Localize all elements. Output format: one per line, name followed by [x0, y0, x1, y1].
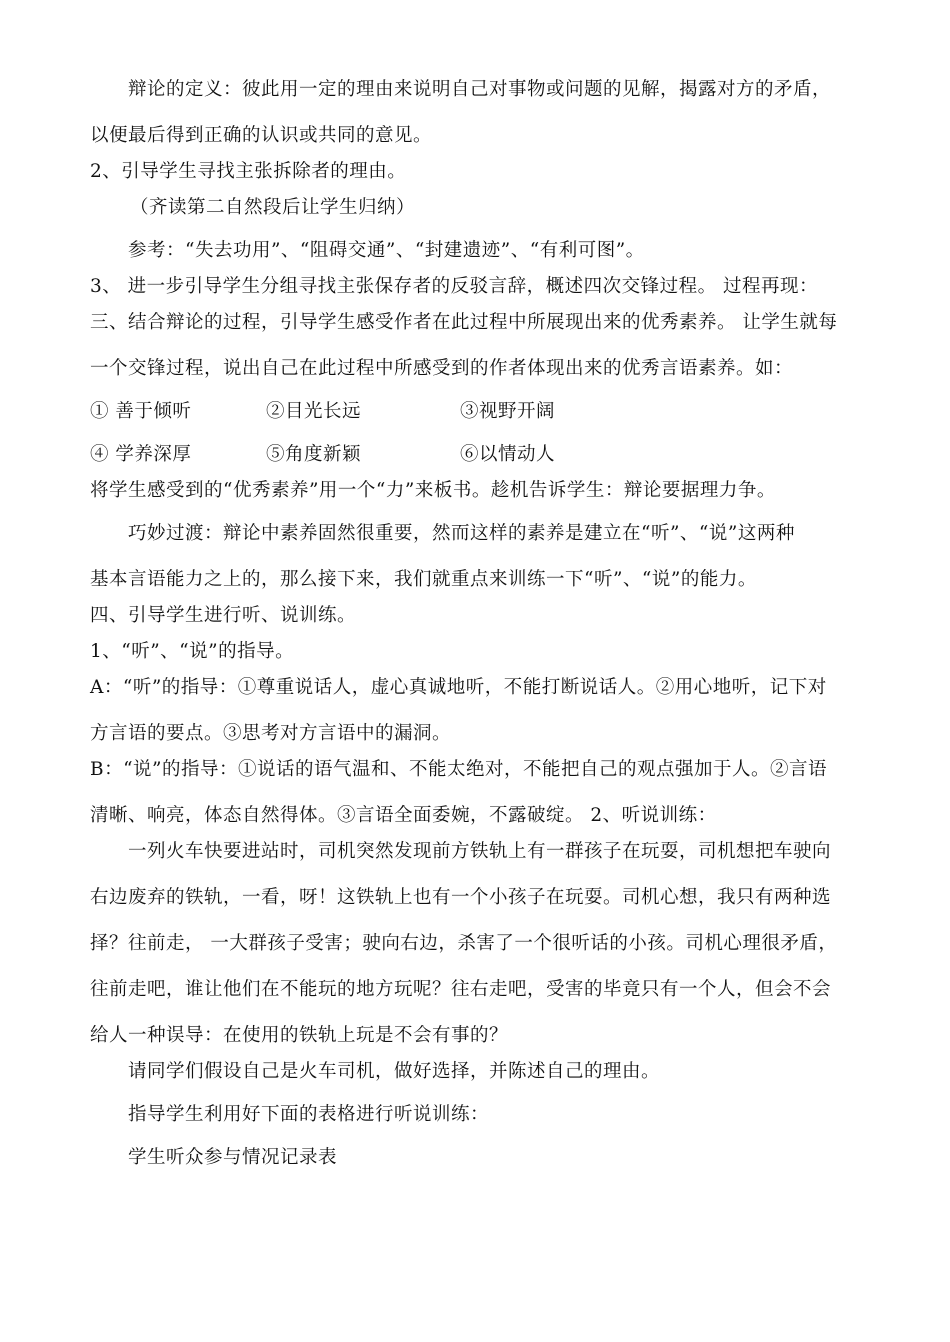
- paragraph-line: 辩论的定义：彼此用一定的理由来说明自己对事物或问题的见解，揭露对方的矛盾，: [128, 79, 832, 100]
- paragraph-line: A：“听”的指导：①尊重说话人，虚心真诚地听，不能打断说话人。②用心地听，记下对: [90, 677, 827, 698]
- table-caption: 学生听众参与情况记录表: [128, 1147, 338, 1168]
- paragraph-line: 一列火车快要进站时，司机突然发现前方铁轨上有一群孩子在玩耍，司机想把车驶向: [128, 841, 832, 862]
- quality-item: ⑥以情动人: [460, 444, 556, 465]
- paragraph-line: 请同学们假设自己是火车司机，做好选择，并陈述自己的理由。: [128, 1061, 661, 1082]
- paragraph-line: 1、“听”、“说”的指导。: [90, 641, 295, 662]
- paragraph-line: 以便最后得到正确的认识或共同的意见。: [90, 125, 433, 146]
- paragraph-line: 参考：“失去功用”、“阻碍交通”、“封建遗迹”、“有利可图”。: [128, 240, 645, 261]
- paragraph-line: 给人一种误导：在使用的铁轨上玩是不会有事的？: [90, 1025, 509, 1046]
- quality-row: [90, 443, 880, 467]
- document-page: [90, 78, 880, 1170]
- paragraph-line: 3、 进一步引导学生分组寻找主张保存者的反驳言辞，概述四次交锋过程。 过程再现：: [90, 276, 819, 297]
- paragraph-line: 三、结合辩论的过程，引导学生感受作者在此过程中所展现出来的优秀素养。 让学生就每: [90, 312, 838, 333]
- paragraph-line: 一个交锋过程，说出自己在此过程中所感受到的作者体现出来的优秀言语素养。如：: [90, 358, 794, 379]
- paragraph-line: 择？往前走， 一大群孩子受害；驶向右边，杀害了一个很听话的小孩。司机心理很矛盾，: [90, 933, 838, 954]
- paragraph-line: 清晰、响亮，体态自然得体。③言语全面委婉，不露破绽。 2、听说训练：: [90, 805, 717, 826]
- paragraph-line: （齐读第二自然段后让学生归纳）: [130, 197, 416, 218]
- paragraph-line: 2、引导学生寻找主张拆除者的理由。: [90, 161, 407, 182]
- quality-item: ④ 学养深厚: [90, 444, 192, 465]
- paragraph-line: 往前走吧，谁让他们在不能玩的地方玩呢？往右走吧，受害的毕竟只有一个人，但会不会: [90, 979, 832, 1000]
- paragraph-line: 指导学生利用好下面的表格进行听说训练：: [128, 1104, 490, 1125]
- paragraph-line: B：“说”的指导：①说话的语气温和、不能太绝对，不能把自己的观点强加于人。②言语: [90, 759, 828, 780]
- paragraph-line: 基本言语能力之上的，那么接下来，我们就重点来训练一下“听”、“说”的能力。: [90, 569, 757, 590]
- paragraph-line: 右边废弃的铁轨，一看，呀！这铁轨上也有一个小孩子在玩耍。司机心想，我只有两种选: [90, 887, 832, 908]
- paragraph-line: 将学生感受到的“优秀素养”用一个“力”来板书。趁机告诉学生：辩论要据理力争。: [90, 480, 776, 501]
- quality-item: ⑤角度新颖: [266, 444, 362, 465]
- quality-row: [90, 400, 880, 424]
- quality-item: ②目光长远: [266, 401, 362, 422]
- quality-item: ① 善于倾听: [90, 401, 192, 422]
- paragraph-line: 四、引导学生进行听、说训练。: [90, 605, 357, 626]
- quality-item: ③视野开阔: [460, 401, 556, 422]
- paragraph-line: 方言语的要点。③思考对方言语中的漏洞。: [90, 723, 452, 744]
- paragraph-line: 巧妙过渡：辩论中素养固然很重要，然而这样的素养是建立在“听”、“说”这两种: [128, 523, 795, 544]
